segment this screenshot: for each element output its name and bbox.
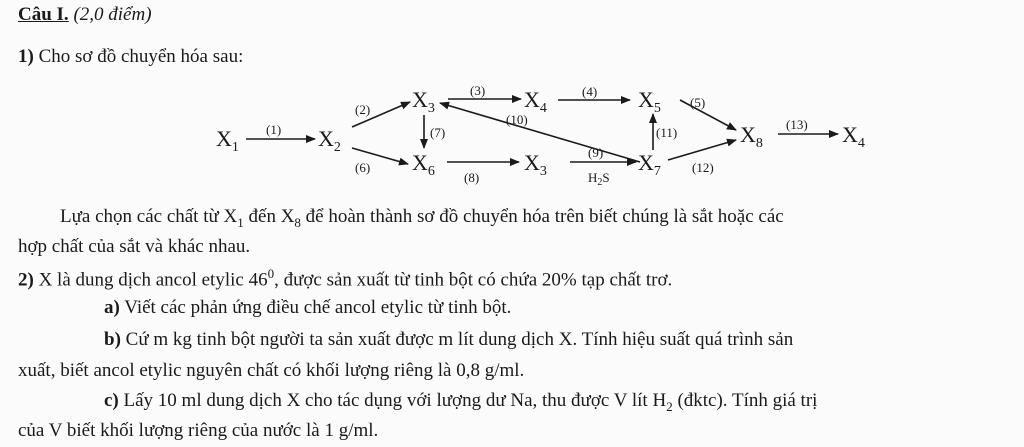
label-1: (1) [266, 122, 282, 137]
part2c-line2: của V biết khối lượng riêng của nước là 1 g/ml. [18, 420, 379, 441]
node-x2: $X_2$ [318, 126, 341, 155]
part2-number: 2) [18, 269, 34, 291]
label-13: (13) [786, 117, 808, 132]
arrow-12 [668, 140, 736, 160]
label-3: (3) [470, 83, 486, 98]
node-x8: $X_8$ [740, 122, 763, 151]
reagent-h2s: $H_2S$ [588, 170, 610, 188]
node-x7: $X_7$ [638, 150, 661, 179]
part2a: a) Viết các phản ứng điều chế ancol etylic từ tinh bột. [104, 297, 512, 318]
part1-number: 1) [18, 46, 34, 67]
label-6: (6) [355, 160, 371, 175]
conversion-scheme [0, 78, 1024, 198]
part2-prompt: 2) X là dung dịch ancol etylic $46^0$, được sản xuất từ tinh bột có chứa 20% tạp chất trơ. [18, 266, 673, 291]
node-x3: $X_3$ [412, 87, 435, 116]
label-9: (9) [588, 145, 604, 160]
part1-instruction-line1: Lựa chọn các chất từ $X_1$ đến $X_8$ để hoàn thành sơ đồ chuyển hóa trên biết chúng là sắt hoặc các [60, 206, 784, 230]
part2c-line1: c) Lấy 10 ml dung dịch X cho tác dụng với lượng dư Na, thu được V lít $H_2$ (đktc). Tính giá trị [104, 390, 818, 414]
part2b-line1: b) Cứ m kg tinh bột người ta sản xuất được m lít dung dịch X. Tính hiệu suất quá trình sản [104, 329, 794, 350]
label-10: (10) [506, 112, 528, 127]
label-7: (7) [430, 125, 446, 140]
arrow-5 [680, 100, 736, 130]
question-points: (2,0 điểm) [73, 4, 152, 25]
label-12: (12) [692, 160, 714, 175]
part1-instruction-line2: hợp chất của sắt và khác nhau. [18, 236, 251, 257]
node-x5: $X_5$ [638, 87, 661, 116]
part2b-line2: xuất, biết ancol etylic nguyên chất có khối lượng riêng là 0,8 g/ml. [18, 360, 525, 381]
part1-prompt [18, 46, 1018, 68]
label-2: (2) [355, 102, 371, 117]
node-x4: $X_4$ [524, 87, 547, 116]
node-x1: $X_1$ [216, 126, 239, 155]
question-number: Câu I. [18, 4, 69, 25]
label-4: (4) [582, 84, 598, 99]
node-x4-final: $X_4$ [842, 122, 865, 151]
label-5: (5) [690, 95, 706, 110]
question-heading [18, 4, 1018, 26]
part1-text: Cho sơ đồ chuyển hóa sau: [38, 46, 244, 67]
node-x3-lower: $X_3$ [524, 150, 547, 179]
label-8: (8) [464, 170, 480, 185]
label-11: (11) [656, 125, 678, 140]
node-x6: $X_6$ [412, 150, 435, 179]
